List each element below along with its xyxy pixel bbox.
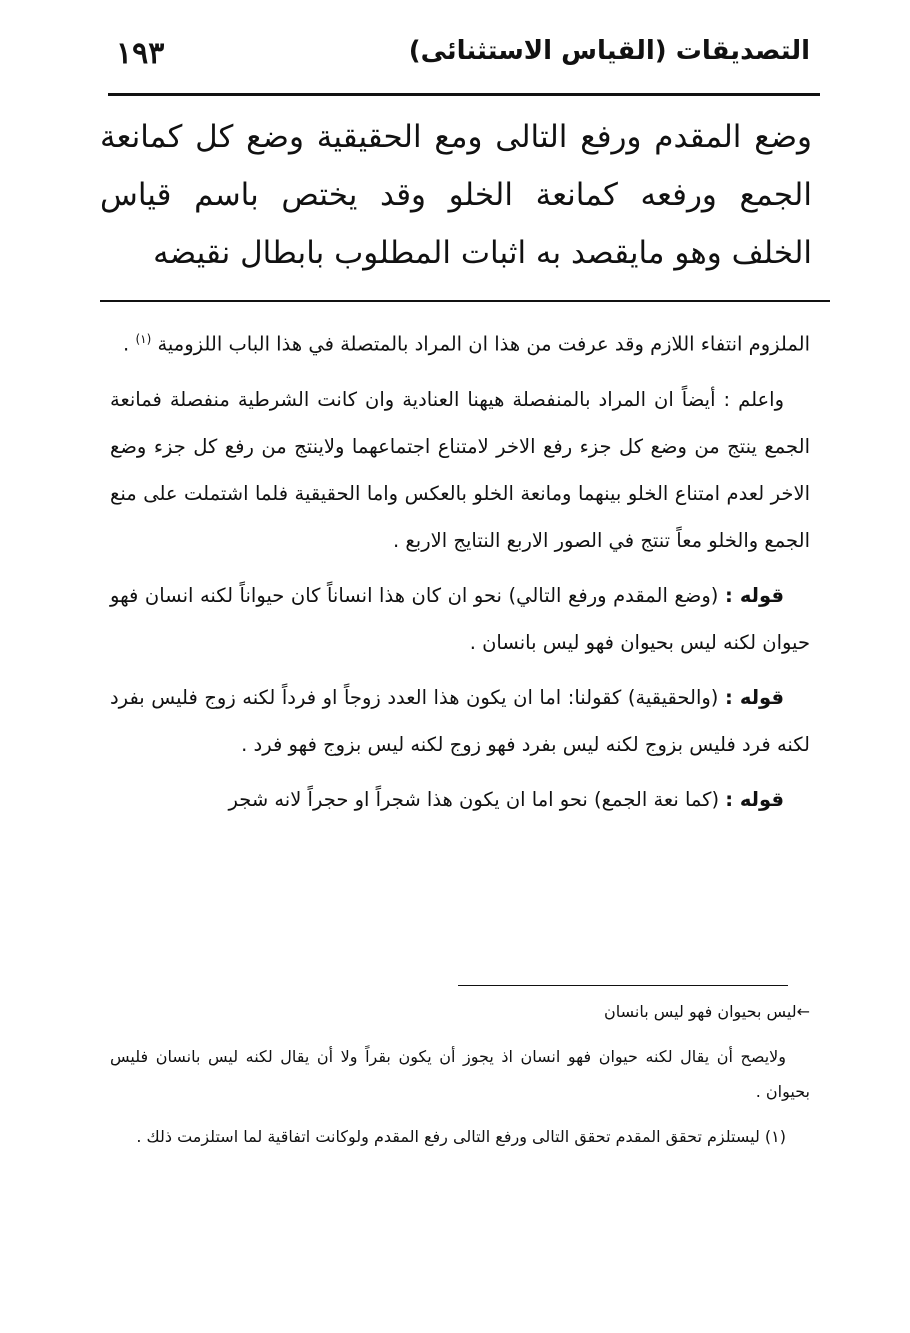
qawluhu-label: قوله : [725, 787, 784, 811]
page-header [110, 28, 810, 88]
header-rule [108, 93, 820, 96]
commentary-paragraph: الملزوم انتفاء اللازم وقد عرفت من هذا ان المراد بالمتصلة في هذا الباب اللزومية $^{(١)}$ . [123, 332, 810, 356]
footnote-ref: (١) [135, 332, 152, 346]
footnotes [110, 994, 810, 1164]
commentary-paragraph: قوله : (كما نعة الجمع) نحو اما ان يكون هذا شجراً او حجراً لانه شجر [228, 787, 784, 811]
main-text [100, 108, 812, 282]
running-title: التصديقات (القياس الاستثنائى) [408, 36, 810, 66]
page-number: ١٩٣ [116, 36, 165, 71]
qawluhu-label: قوله : [724, 685, 785, 709]
commentary-paragraph: قوله : (والحقيقية) كقولنا: اما ان يكون هذا العدد زوجاً او فرداً لكنه زوج فليس بفرد لكنه فرد فليس بزوج لكنه ليس بفرد فهو زوج لكنه ليس بزوج فهو فرد . [110, 685, 810, 756]
footnote-continuation: ←ليس بحيوان فهو ليس بانسان [604, 1002, 810, 1021]
footnote-rule [458, 985, 788, 986]
qawluhu-label: قوله : [724, 583, 785, 607]
commentary [110, 316, 810, 831]
footnote: (١) ليستلزم تحقق المقدم تحقق التالى ورفع التالى رفع المقدم ولوكانت اتفاقية لما استلزمت ذلك . [136, 1127, 786, 1146]
commentary-paragraph: قوله : (وضع المقدم ورفع التالي) نحو ان كان هذا انساناً كان حيواناً لكنه انسان فهو حيوان لكنه ليس بحيوان فهو ليس بانسان . [110, 583, 810, 654]
main-text-body: وضع المقدم ورفع التالى ومع الحقيقية وضع كل كمانعة الجمع ورفعه كمانعة الخلو وقد يختص باسم قياس الخلف وهو مايقصد به اثبات المطلوب بابطال نقيضه [100, 119, 812, 271]
commentary-paragraph: واعلم : أيضاً ان المراد بالمنفصلة هيهنا العنادية وان كانت الشرطية منفصلة فمانعة الجمع ينتج من وضع كل جزء رفع الاخر لامتناع اجتماعهما ولاينتج من رفع كل جزء وضع الاخر لعدم امتناع الخلو بينهما ومانعة الخلو بالعكس واما الحقيقية فلما اشتملت على منع الجمع والخلو معاً تنتج في الصور الاربع النتايج الاربع . [110, 387, 810, 552]
footnote: ولايصح أن يقال لكنه حيوان فهو انسان اذ يجوز أن يكون بقراً ولا أن يقال لكنه ليس بانسان فليس بحيوان . [110, 1047, 810, 1101]
commentary-divider [100, 300, 830, 302]
